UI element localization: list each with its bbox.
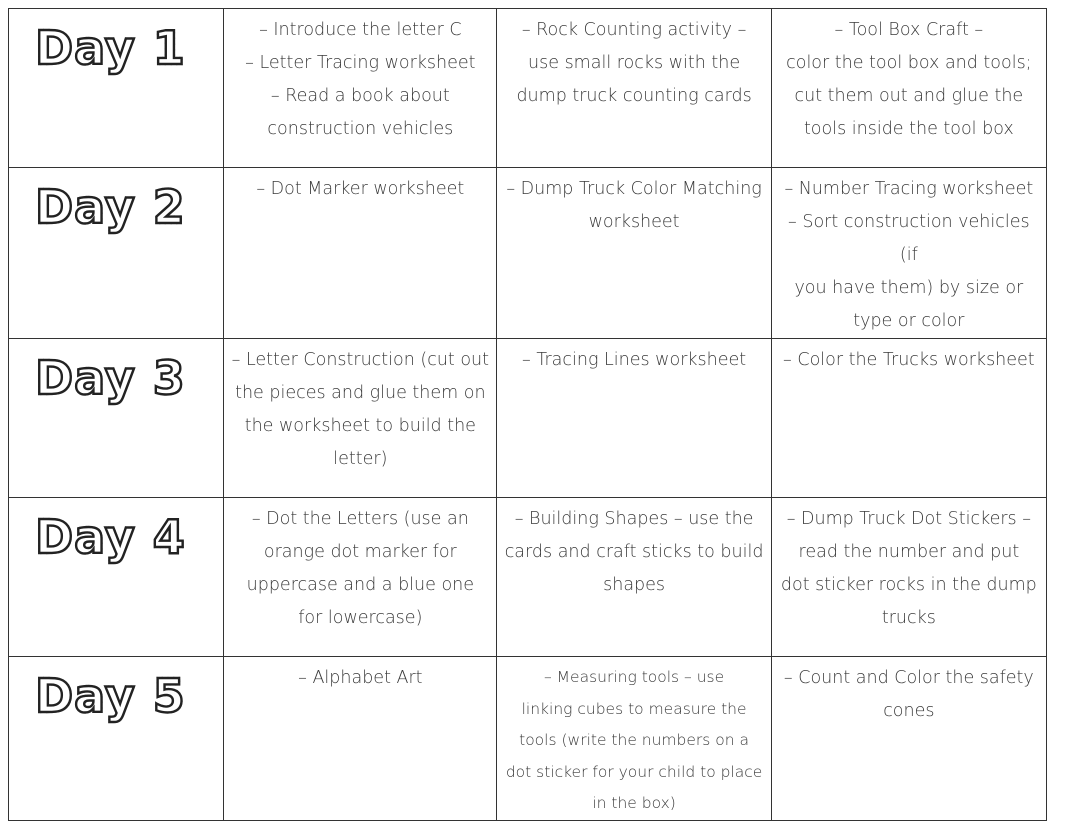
day-heading (35, 669, 223, 723)
activity-text: – Count and Color the safety cones (783, 668, 1034, 721)
activity-text: – Dot the Letters (use an orange dot marker for uppercase and a blue one for lowercase) (246, 509, 475, 628)
activity-cell (224, 339, 497, 498)
activity-cell (497, 498, 771, 657)
activity-cell (771, 498, 1046, 657)
day-heading (35, 21, 223, 75)
activity-text: – Alphabet Art (298, 668, 423, 688)
activity-text: – Measuring tools – use linking cubes to measure the tools (write the numbers on a dot sticker for your child to place in the box) (505, 668, 763, 812)
day-heading-text: Day 3 (35, 351, 186, 405)
activity-cell (224, 498, 497, 657)
activity-text: – Number Tracing worksheet – Sort construction vehicles (if you have them) by size or type or color (784, 179, 1034, 331)
activity-cell (224, 657, 497, 821)
day-heading-text: Day 2 (35, 180, 186, 234)
day-heading (35, 351, 223, 405)
lesson-plan-table (8, 8, 1047, 821)
table-row (9, 657, 1047, 821)
activity-text: – Tool Box Craft – color the tool box and tools; cut them out and glue the tools inside the tool box (786, 20, 1032, 139)
table-row (9, 339, 1047, 498)
day-label-cell (9, 339, 224, 498)
activity-cell (771, 339, 1046, 498)
table-row (9, 498, 1047, 657)
day-heading (35, 510, 223, 564)
activity-cell (497, 339, 771, 498)
activity-cell (224, 9, 497, 168)
day-label-cell (9, 498, 224, 657)
activity-text: – Dot Marker worksheet (256, 179, 465, 199)
activity-text: – Letter Construction (cut out the pieces and glue them on the worksheet to build the letter) (231, 350, 490, 469)
day-label-cell (9, 657, 224, 821)
activity-text: – Dump Truck Color Matching worksheet (506, 179, 762, 232)
activity-text: – Building Shapes – use the cards and craft sticks to build shapes (504, 509, 764, 595)
table-row (9, 9, 1047, 168)
activity-cell (771, 168, 1046, 339)
day-label-cell (9, 168, 224, 339)
activity-text: – Rock Counting activity – use small rocks with the dump truck counting cards (516, 20, 752, 106)
activity-cell (771, 9, 1046, 168)
table-row (9, 168, 1047, 339)
activity-cell (497, 168, 771, 339)
activity-cell (497, 657, 771, 821)
activity-text: – Tracing Lines worksheet (522, 350, 747, 370)
activity-cell (771, 657, 1046, 821)
activity-cell (497, 9, 771, 168)
activity-cell (224, 168, 497, 339)
activity-text: – Color the Trucks worksheet (783, 350, 1035, 370)
activity-text: – Introduce the letter C – Letter Tracing worksheet – Read a book about construction vehicles (245, 20, 476, 139)
day-heading (35, 180, 223, 234)
day-label-cell (9, 9, 224, 168)
day-heading-text: Day 5 (35, 669, 186, 723)
day-heading-text: Day 4 (35, 510, 186, 564)
day-heading-text: Day 1 (35, 21, 186, 75)
activity-text: – Dump Truck Dot Stickers – read the number and put dot sticker rocks in the dump trucks (780, 509, 1037, 628)
